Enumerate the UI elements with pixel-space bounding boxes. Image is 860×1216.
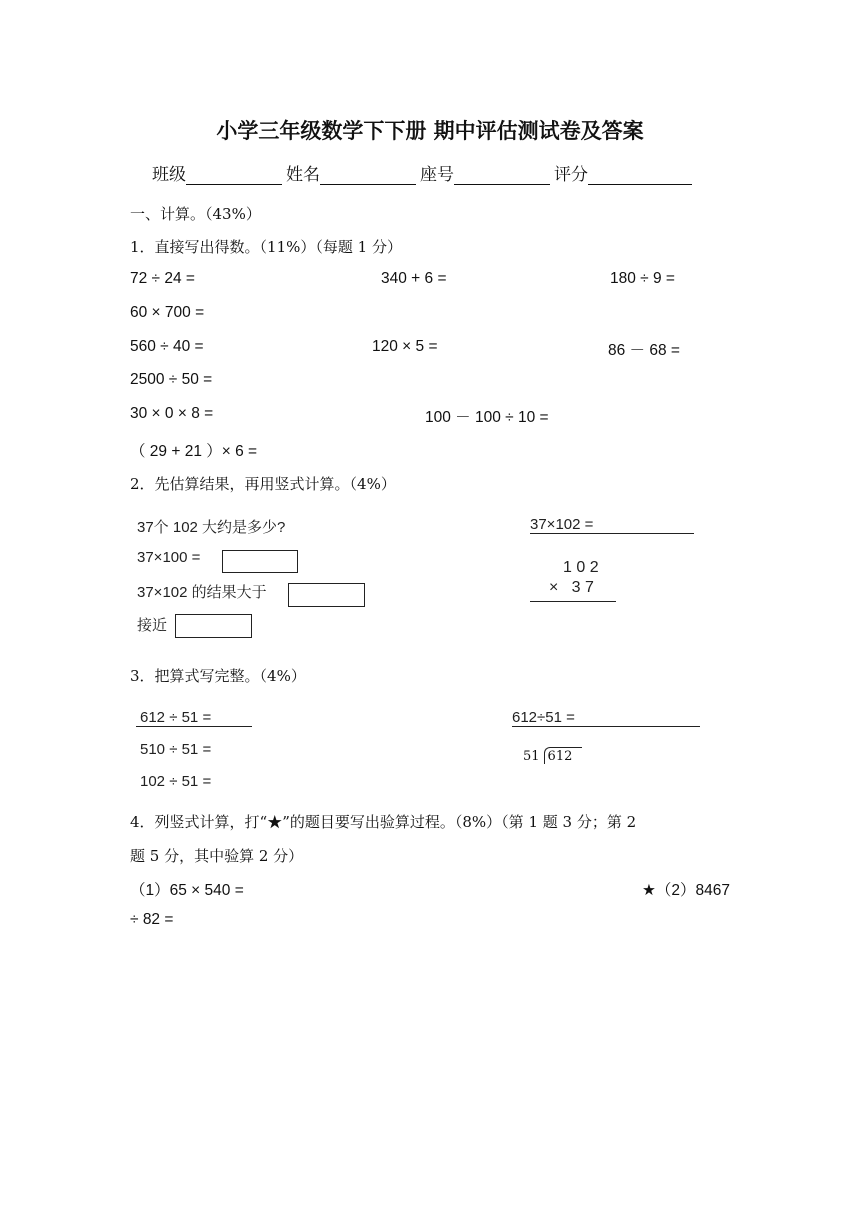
q3-line: 102 ÷ 51 =: [140, 773, 212, 790]
q1-item: 60 × 700 =: [130, 304, 205, 321]
q2-greater-than-box[interactable]: [288, 583, 365, 607]
q4-item1: （1）65 × 540 =: [130, 882, 244, 899]
q3-dividend: 612: [547, 749, 573, 764]
q4-heading-line2: 题 5 分，其中验算 2 分）: [130, 847, 304, 865]
q3-heading: 3．把算式写完整。（4%）: [130, 667, 306, 685]
class-label: 班级: [152, 165, 186, 185]
name-blank[interactable]: [320, 168, 416, 185]
q2-vertical-line: [530, 601, 616, 602]
q3-underline: [136, 726, 252, 727]
score-blank[interactable]: [588, 168, 692, 185]
page-title: 小学三年级数学下下册 期中评估测试卷及答案: [216, 119, 644, 143]
q2-vertical-top: 1 0 2: [563, 559, 599, 576]
q1-item: 120 × 5 =: [372, 338, 438, 355]
division-bracket: [544, 747, 583, 764]
q3-divisor: 51: [523, 749, 540, 764]
q1-item: （ 29 + 21 ）× 6 =: [130, 443, 258, 460]
score-label: 评分: [554, 165, 588, 185]
student-info-line: [152, 160, 696, 185]
q4-heading-line1: 4．列竖式计算，打“★”的题目要写出验算过程。（8%）（第 1 题 3 分；第 2: [130, 813, 637, 831]
q2-close-to-label: 接近: [137, 617, 168, 634]
q2-right-equation: 37×102 =: [530, 516, 594, 533]
seat-label: 座号: [420, 165, 454, 185]
seat-blank[interactable]: [454, 168, 550, 185]
q3-answer-line: [512, 726, 700, 727]
q1-item: 86 － 68 =: [608, 342, 680, 359]
q2-estimate-label: 37×100 =: [137, 549, 201, 566]
q3-line: 612 ÷ 51 =: [140, 709, 212, 726]
q2-vertical-bottom: × 3 7: [549, 579, 594, 596]
q3-right-equation: 612÷51 =: [512, 709, 575, 726]
q3-long-division: [523, 747, 582, 764]
q2-heading: 2．先估算结果，再用竖式计算。（4%）: [130, 475, 396, 493]
q1-item: 2500 ÷ 50 =: [130, 371, 213, 388]
q1-heading: 1．直接写出得数。（11%）（每题 1 分）: [130, 238, 402, 256]
q1-item: 30 × 0 × 8 =: [130, 405, 214, 422]
q2-estimate-box[interactable]: [222, 550, 298, 573]
q1-item: 560 ÷ 40 =: [130, 338, 204, 355]
q4-item2-part2: ÷ 82 =: [130, 911, 174, 928]
name-label: 姓名: [286, 165, 320, 185]
q1-item: 100 － 100 ÷ 10 =: [425, 409, 549, 426]
section-heading: 一、计算。（43%）: [130, 205, 261, 223]
q1-item: 180 ÷ 9 =: [610, 270, 675, 287]
q1-item: 72 ÷ 24 =: [130, 270, 195, 287]
q3-line: 510 ÷ 51 =: [140, 741, 212, 758]
class-blank[interactable]: [186, 168, 282, 185]
q2-question: 37个 102 大约是多少?: [137, 519, 286, 536]
q2-close-to-box[interactable]: [175, 614, 252, 638]
q2-greater-than-label: 37×102 的结果大于: [137, 584, 267, 601]
q2-answer-line: [530, 533, 694, 534]
q4-item2-part1: ★（2）8467: [642, 882, 730, 899]
q1-item: 340 + 6 =: [381, 270, 447, 287]
